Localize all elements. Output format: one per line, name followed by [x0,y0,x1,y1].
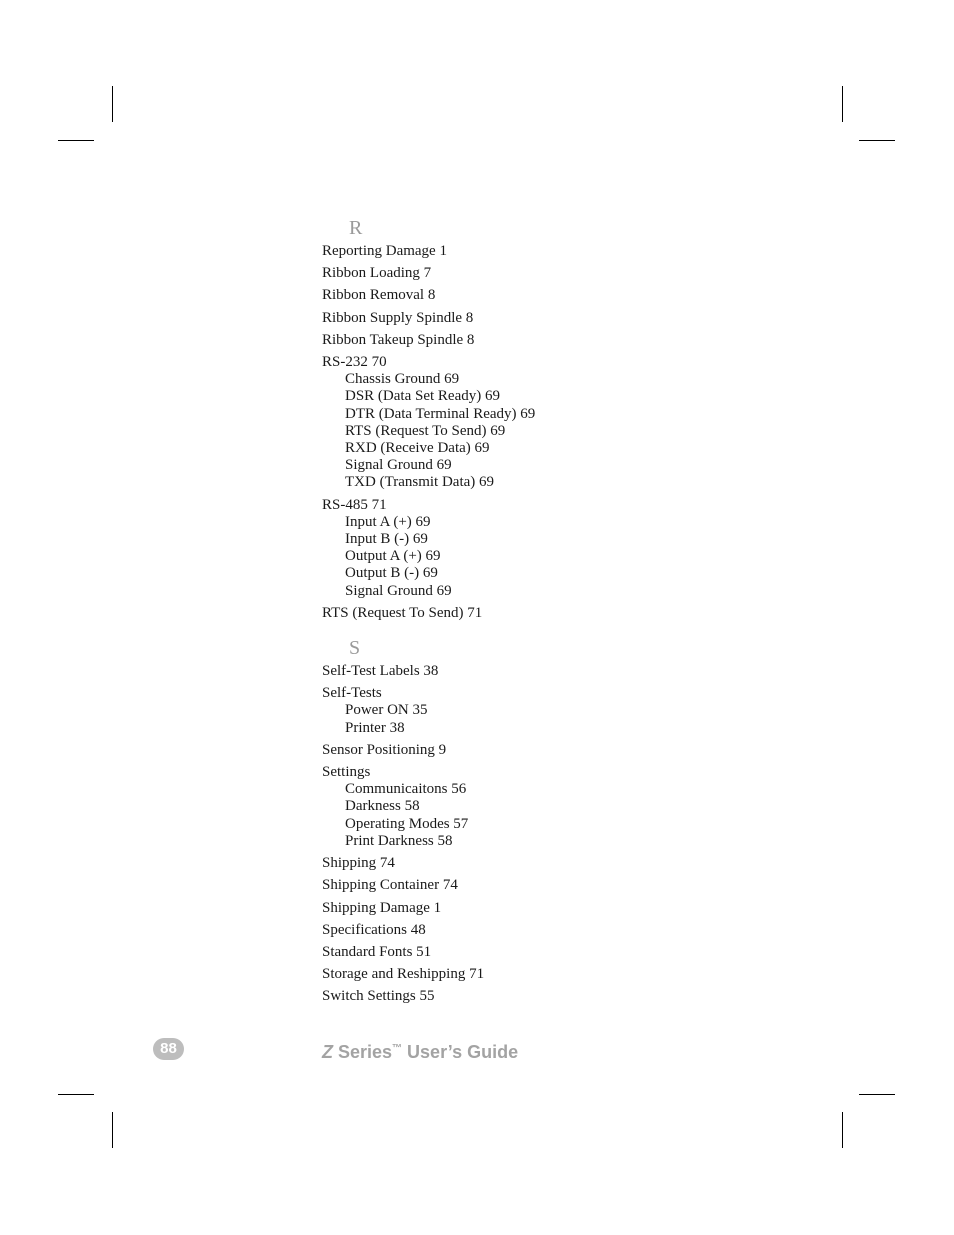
index-subentry: Input B (-) 69 [345,531,428,548]
index-entry-label: RS-232 70 [322,354,387,371]
crop-mark-top-right-horizontal [859,140,895,141]
index-entry-label: Sensor Positioning 9 [322,741,447,758]
index-subentry: Operating Modes 57 [345,815,469,832]
index-column [322,216,642,1011]
footer-title-series: Series [333,1042,393,1062]
section-letter: R [349,217,363,239]
index-entry-label: Storage and Reshipping 71 [322,966,485,983]
index-entry-label: RTS (Request To Send) 71 [322,604,483,621]
index-entry-label: Switch Settings 55 [322,988,435,1005]
index-subentry: Output A (+) 69 [345,548,441,565]
index-entry-label: Self-Test Labels 38 [322,663,439,680]
crop-mark-top-left-horizontal [58,140,94,141]
index-subentry: Signal Ground 69 [345,457,452,474]
crop-mark-top-right-vertical [842,86,843,122]
index-entry [322,265,642,282]
index-entry-label: Ribbon Loading 7 [322,265,432,282]
section-letter: S [349,637,361,660]
index-entry [322,663,642,680]
index-entry [322,243,642,260]
index-entry [322,988,642,1005]
index-entry [322,605,642,622]
index-subentry: Signal Ground 69 [345,582,452,599]
index-subentry: Power ON 35 [345,702,428,719]
footer-title [322,1037,518,1064]
index-entry [322,332,642,349]
index-subentry: RTS (Request To Send) 69 [345,422,506,439]
index-entry [322,877,642,894]
index-subentry: Output B (-) 69 [345,565,438,582]
index-entry-label: Shipping 74 [322,855,395,872]
index-subentry: DTR (Data Terminal Ready) 69 [345,405,536,422]
index-entry-label: Ribbon Removal 8 [322,287,436,304]
footer-title-trademark: ™ [392,1043,403,1054]
crop-mark-top-left-vertical [112,86,113,122]
index-entry-label: Ribbon Supply Spindle 8 [322,309,474,326]
index-entry [322,685,642,737]
crop-mark-bottom-right-horizontal [859,1094,895,1095]
index-subentry: Print Darkness 58 [345,832,453,849]
index-entry-label: Self-Tests [322,685,382,702]
index-entry [322,764,642,850]
index-entry [322,944,642,961]
index-entry-label: Standard Fonts 51 [322,943,432,960]
index-entry [322,900,642,917]
index-subentry: TXD (Transmit Data) 69 [345,474,495,491]
index-entry-label: Shipping Damage 1 [322,899,442,916]
index-entry [322,497,642,600]
crop-mark-bottom-left-horizontal [58,1094,94,1095]
index-entry [322,922,642,939]
index-subentry: Darkness 58 [345,798,420,815]
index-entry-label: Specifications 48 [322,921,426,938]
index-entry [322,742,642,759]
index-subentry: Chassis Ground 69 [345,371,460,388]
crop-mark-bottom-right-vertical [842,1112,843,1148]
footer-title-rest: User’s Guide [402,1042,519,1062]
index-entry-label: Ribbon Takeup Spindle 8 [322,331,475,348]
index-entry [322,310,642,327]
index-subentry: Printer 38 [345,719,405,736]
index-entry [322,287,642,304]
index-entry [322,855,642,872]
crop-mark-bottom-left-vertical [112,1112,113,1148]
index-entry-label: Reporting Damage 1 [322,243,447,259]
index-entry-label: RS-485 71 [322,496,387,513]
index-subentry: Input A (+) 69 [345,513,431,530]
index-entry [322,354,642,492]
index-entry-label: Settings [322,764,371,781]
page-number-badge: 88 [153,1038,184,1060]
index-entry-label: Shipping Container 74 [322,877,458,894]
index-subentry: Communicaitons 56 [345,781,467,798]
index-subentry: DSR (Data Set Ready) 69 [345,388,500,405]
index-subentry: RXD (Receive Data) 69 [345,440,490,457]
footer-title-brand: Z [322,1042,333,1062]
index-entry [322,966,642,983]
